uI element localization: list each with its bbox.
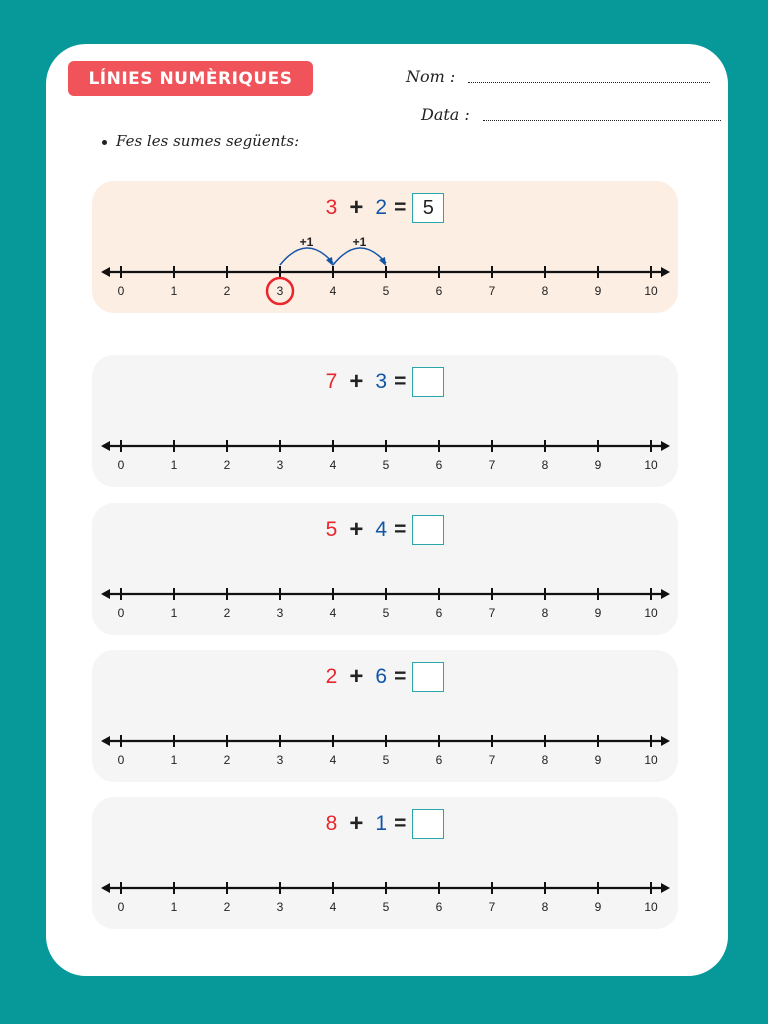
equals-sign: =: [394, 665, 407, 688]
tick-label: 7: [488, 284, 496, 298]
tick-label: 0: [117, 284, 125, 298]
tick-label: 7: [488, 458, 496, 472]
tick-label: 6: [435, 284, 443, 298]
tick-label: 5: [382, 458, 390, 472]
tick-label: 4: [329, 900, 337, 914]
tick-label: 2: [223, 900, 231, 914]
arrow-left-icon: [101, 441, 110, 451]
tick-label: 9: [594, 900, 602, 914]
tick-label: 4: [329, 284, 337, 298]
instruction-text: Fes les sumes següents:: [116, 132, 300, 150]
date-field[interactable]: [483, 120, 721, 121]
tick-label: 7: [488, 753, 496, 767]
plus-sign: +: [349, 194, 364, 221]
tick-label: 4: [329, 458, 337, 472]
first-addend: 5: [325, 518, 338, 541]
tick-label: 1: [170, 284, 178, 298]
tick-label: 3: [276, 458, 284, 472]
second-addend: 6: [375, 665, 388, 688]
equals-sign: =: [394, 518, 407, 541]
tick-label: 8: [541, 458, 549, 472]
tick-label: 3: [276, 753, 284, 767]
jump-arc: [280, 248, 333, 265]
worksheet: [46, 44, 728, 976]
tick-label: 4: [329, 753, 337, 767]
second-addend: 1: [375, 812, 388, 835]
tick-label: 1: [170, 606, 178, 620]
jump-label: +1: [352, 235, 367, 249]
tick-label: 2: [223, 753, 231, 767]
exercise-card-2: [92, 355, 678, 487]
tick-label: 10: [644, 900, 658, 914]
plus-sign: +: [349, 516, 364, 543]
equals-sign: =: [394, 196, 407, 219]
tick-label: 10: [644, 284, 658, 298]
plus-sign: +: [349, 368, 364, 395]
tick-label: 9: [594, 458, 602, 472]
tick-label: 2: [223, 458, 231, 472]
instruction: [102, 132, 299, 150]
tick-label: 0: [117, 606, 125, 620]
arrow-right-icon: [661, 589, 670, 599]
number-line: [92, 355, 678, 487]
tick-label: 9: [594, 284, 602, 298]
jump-arrowhead-icon: [326, 257, 333, 266]
tick-label: 6: [435, 753, 443, 767]
tick-label: 3: [276, 606, 284, 620]
arrow-left-icon: [101, 736, 110, 746]
worksheet-title: LÍNIES NUMÈRIQUES: [68, 61, 313, 96]
jump-arc: [333, 248, 386, 265]
tick-label: 6: [435, 900, 443, 914]
tick-label: 0: [117, 900, 125, 914]
tick-label: 5: [382, 900, 390, 914]
number-line: [92, 650, 678, 782]
date-label: Data :: [421, 105, 470, 124]
tick-label: 10: [644, 458, 658, 472]
tick-label: 2: [223, 284, 231, 298]
tick-label: 9: [594, 753, 602, 767]
answer-box[interactable]: 5: [412, 193, 444, 223]
exercise-card-5: [92, 797, 678, 929]
name-label: Nom :: [406, 67, 456, 86]
equals-sign: =: [394, 370, 407, 393]
arrow-right-icon: [661, 267, 670, 277]
exercise-card-1: [92, 181, 678, 313]
tick-label: 2: [223, 606, 231, 620]
second-addend: 2: [375, 196, 388, 219]
tick-label: 6: [435, 458, 443, 472]
tick-label: 8: [541, 284, 549, 298]
tick-label: 6: [435, 606, 443, 620]
tick-label: 7: [488, 900, 496, 914]
jump-arrowhead-icon: [379, 257, 386, 266]
tick-label: 1: [170, 753, 178, 767]
first-addend: 3: [325, 196, 338, 219]
tick-label: 4: [329, 606, 337, 620]
name-field[interactable]: [468, 82, 710, 83]
exercise-card-3: [92, 503, 678, 635]
tick-label: 1: [170, 458, 178, 472]
tick-label: 3: [276, 900, 284, 914]
tick-label: 8: [541, 900, 549, 914]
arrow-left-icon: [101, 589, 110, 599]
tick-label: 3: [276, 284, 284, 298]
first-addend: 7: [325, 370, 338, 393]
second-addend: 4: [375, 518, 388, 541]
tick-label: 0: [117, 458, 125, 472]
bullet-icon: [102, 140, 107, 145]
plus-sign: +: [349, 663, 364, 690]
number-line: [92, 503, 678, 635]
tick-label: 10: [644, 606, 658, 620]
exercise-card-4: [92, 650, 678, 782]
arrow-right-icon: [661, 736, 670, 746]
equals-sign: =: [394, 812, 407, 835]
number-line: [92, 797, 678, 929]
arrow-right-icon: [661, 441, 670, 451]
tick-label: 5: [382, 753, 390, 767]
tick-label: 1: [170, 900, 178, 914]
tick-label: 5: [382, 284, 390, 298]
number-line: [92, 181, 678, 313]
jump-label: +1: [299, 235, 314, 249]
plus-sign: +: [349, 810, 364, 837]
first-addend: 2: [325, 665, 338, 688]
arrow-left-icon: [101, 267, 110, 277]
arrow-right-icon: [661, 883, 670, 893]
first-addend: 8: [325, 812, 338, 835]
second-addend: 3: [375, 370, 388, 393]
tick-label: 7: [488, 606, 496, 620]
tick-label: 5: [382, 606, 390, 620]
tick-label: 8: [541, 606, 549, 620]
tick-label: 10: [644, 753, 658, 767]
arrow-left-icon: [101, 883, 110, 893]
tick-label: 9: [594, 606, 602, 620]
tick-label: 0: [117, 753, 125, 767]
tick-label: 8: [541, 753, 549, 767]
